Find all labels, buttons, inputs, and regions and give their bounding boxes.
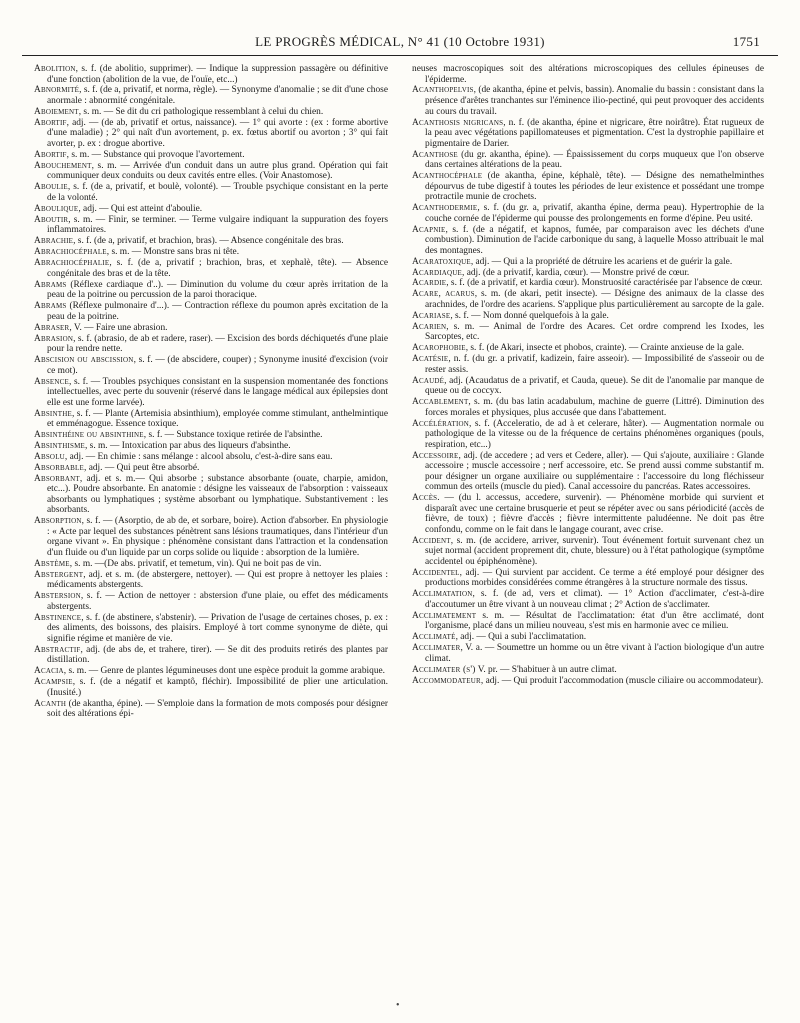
entry-definition: , s. f. — (de abscidere, couper) ; Synonyme inusité d'excision (voir ce mot). (47, 355, 388, 376)
entry-headword: Acardiaque (412, 267, 462, 278)
dictionary-entry (412, 322, 764, 343)
dictionary-entry (34, 666, 388, 677)
entry-headword: Acclimaté (412, 632, 456, 643)
entry-definition: , s. m. — Se dit du cri pathologique ressemblant à celui du chien. (78, 106, 324, 117)
dictionary-entry (412, 397, 764, 418)
entry-headword: Abrasion (34, 333, 74, 344)
entry-definition: , adj. et s. m. (de abstergere, nettoyer). — Qui est propre à nettoyer les plaies : médicaments abstergents. (47, 569, 388, 591)
entry-headword: Abrachiocéphalie (34, 258, 110, 269)
dictionary-entry (412, 203, 764, 224)
entry-headword: Acanthose (412, 149, 458, 160)
entry-definition: , s. f. (de a négatif et kamptô, fléchir). Impossibilité de plier une articulation. (Inusité.) (47, 677, 388, 698)
dictionary-entry (34, 215, 388, 236)
dictionary-entry (34, 452, 388, 463)
dictionary-entry (412, 257, 764, 268)
entry-definition: , adj. — En chimie : sans mélange : alcool absolu, c'est-à-dire sans eau. (64, 451, 333, 462)
dictionary-entry (412, 568, 764, 589)
entry-headword: Acanthopelvis (412, 85, 474, 96)
dictionary-entry (34, 613, 388, 645)
dictionary-entry (34, 559, 388, 570)
dictionary-entry (412, 171, 764, 203)
dictionary-entry (34, 258, 388, 279)
dictionary-entry (34, 107, 388, 118)
entry-definition: , s. f. (de a négatif, et kapnos, fumée, par comparaison avec les déchets d'une combustion). Diminution de l'acide carbonique du sang, à laquelle Mosso attribuait le mal des montagnes. (425, 224, 764, 256)
entry-definition: , adj. — Qui a la propriété de détruire les acariens et de guérir la gale. (470, 256, 733, 267)
entry-headword: Acaudé (412, 375, 445, 386)
dictionary-entry (412, 536, 764, 568)
entry-headword: Abstinence (34, 612, 82, 623)
entry-headword: Accès (412, 493, 438, 504)
dictionary-entry (34, 463, 388, 474)
entry-headword: Absinthisme (34, 440, 85, 451)
entry-definition: (du gr. akantha, épine). — Épaississement du corps muqueux que l'on observe dans certaines altérations de la peau. (425, 149, 764, 171)
entry-headword: Absorbable (34, 462, 85, 473)
entry-headword: Abrachiocéphale (34, 247, 107, 258)
entry-definition: , adj. (de a privatif, kardia, cœur). — Monstre privé de cœur. (462, 267, 690, 278)
dictionary-entry (412, 289, 764, 310)
entry-definition: , s. f. (de abolitio, supprimer). — Indique la suppression passagère ou définitive d'une fonction (abolition de la vue, de l'ouïe, etc...) (47, 64, 388, 85)
entry-definition: , s. m. (de akari, petit insecte). — Désigne des animaux de la classe des arachnides, de l'ordre des acariens. S'applique plus particulièrement au sarcopte de la gale. (425, 289, 764, 310)
entry-definition: , V. — Faire une abrasion. (69, 322, 168, 333)
entry-definition: , s. m. — Intoxication par abus des liqueurs d'absinthe. (84, 440, 291, 451)
entry-definition: (Réflexe pulmonaire d'...). — Contraction réflexe du poumon après excitation de la peau de la poitrine. (47, 301, 388, 322)
entry-headword: Acclimater (s') (412, 664, 476, 675)
entry-definition: , s. f. (de a, privatif, et brachion, bras). — Absence congénitale des bras. (73, 236, 344, 247)
entry-headword: Acanthosis nigricans (412, 117, 504, 128)
dictionary-entry (34, 377, 388, 409)
entry-definition: , s. f. (abrasio, de ab et radere, raser). — Excision des bords déchiquetés d'une plaie pour la rendre nette. (47, 333, 388, 355)
entry-definition: , adj. — Qui est atteint d'aboulie. (78, 203, 203, 214)
entry-headword: Acclimatation (412, 589, 473, 600)
entry-headword: Abolition (34, 64, 76, 74)
entry-headword: Acanthocéphale (412, 171, 483, 182)
entry-definition: , s. m. — Genre de plantes légumineuses dont une espèce produit la gomme arabique. (63, 666, 386, 677)
entry-headword: Acaratoxique (412, 256, 471, 267)
entry-definition: , s. m. (de accidere, arriver, survenir). Tout événement fortuit survenant chez un sujet normal (accident proprement dit, chute, blessure) ou à l'état pathologique (symptôme accidentel ou épiphénomène). (425, 535, 764, 567)
entry-definition: , n. f. (du gr. a privatif, kadizein, faire asseoir). — Impossibilité de s'asseoir ou de rester assis. (425, 354, 764, 375)
entry-definition: , s. f. — Plante (Artemisia absinthium), employée comme stimulant, anthelmintique et emménagogue. Essence toxique. (47, 408, 388, 430)
entry-headword: Abrams (34, 301, 67, 312)
entry-headword: Acclimater (412, 643, 461, 654)
entry-headword: Accidentel (412, 567, 460, 578)
dictionary-entry (412, 376, 764, 397)
entry-definition: , adj. (Acaudatus de a privatif, et Cauda, queue). Se dit de l'anomalie par manque de queue ou de coccyx. (425, 375, 764, 397)
entry-headword: Aboulique (34, 203, 79, 214)
entry-definition: , s. m. — Substance qui provoque l'avortement. (66, 149, 245, 160)
entry-definition: , s. f. — Nom donné quelquefois à la gale. (450, 310, 609, 321)
entry-headword: Absorbant (34, 473, 80, 484)
dictionary-entry (34, 474, 388, 516)
entry-headword: Acanth (34, 698, 67, 709)
dictionary-entry (412, 451, 764, 493)
header-rule (22, 55, 778, 56)
dictionary-entry (412, 118, 764, 150)
dictionary-entry (412, 150, 764, 171)
dictionary-entry (34, 204, 388, 215)
entry-definition: , adj. et s. m.— Qui absorbe ; substance absorbante (ouate, charpie, amidon, etc...). Poudre absorbante. En anatomie : désigne les vaisseaux de l'absorption : vaisseaux absorbants ou lymphatiques ; système absorbant ou lymphatique. Substantivement : les absorbants. (47, 473, 388, 516)
entry-definition: , adj. — (de ab, privatif et ortus, naissance). — 1° qui avorte : (ex : forme abortive d'une maladie) ; 2° qui naît d'un avortement, p. ex. fœtus abortif ou avorton ; 3° qui fait avorter, p. ex : drogue abortive. (47, 117, 388, 149)
entry-definition: s. m. — Résultat de l'acclimatation: état d'un être acclimaté, dont l'organisme, placé dans un milieu nouveau, s'est mis en harmonie avec ce milieu. (425, 610, 764, 632)
entry-headword: Acatésie (412, 354, 449, 365)
entry-definition: , s. f. (de a, privatif, et norma, règle). — Synonyme d'anomalie ; se dit d'une chose anormale : abnormité congénitale. (47, 85, 388, 107)
entry-headword: Accélération (412, 418, 470, 429)
entry-definition: V. pr. — S'habituer à un autre climat. (475, 664, 617, 675)
entry-headword: Accessoire (412, 450, 459, 461)
entry-headword: Acarophobie (412, 343, 466, 354)
entry-headword: Abstergent (34, 569, 84, 580)
dictionary-entry (412, 611, 764, 632)
entry-definition: , s. m. — Arrivée d'un conduit dans un autre plus grand. Opération qui fait communiquer deux conduits ou deux cavités entre elles. (Voir Anastomose). (47, 160, 388, 182)
entry-headword: Absinthéine ou absinthine (34, 430, 144, 441)
entry-headword: Abstractif (34, 644, 81, 655)
dictionary-entry (34, 280, 388, 301)
dictionary-entry (34, 85, 388, 106)
dictionary-entry (412, 354, 764, 375)
entry-headword: Abnormité (34, 85, 80, 96)
dictionary-entry (412, 268, 764, 279)
entry-definition: neuses macroscopiques soit des altérations microscopiques des cellules épineuses de l'épiderme. (412, 64, 764, 85)
entry-headword: Acanthodermie (412, 203, 478, 214)
dictionary-entry (34, 247, 388, 258)
right-column (412, 64, 764, 687)
entry-headword: Absinthe (34, 408, 72, 419)
page-header (22, 34, 778, 52)
entry-headword: Abstersion (34, 591, 81, 602)
entry-definition: , adj. (de accedere ; ad vers et Cedere, aller). — Qui s'ajoute, auxiliaire : Glande accessoire ; muscle accessoire ; nerf accessoire, etc. Se prend aussi comme substantif m. pour désigner un organe auxiliaire ou supplémentaire : l'accessoire du long fléchisseur commun des orteils (muscle du pied). Canal accessoire du pancréas. Rates accessoires. (425, 450, 764, 493)
entry-definition: , s. m. —(De abs. privatif, et temetum, vin). Qui ne boit pas de vin. (69, 558, 322, 569)
dictionary-entry (34, 161, 388, 182)
entry-definition: . — (du l. accessus, accedere, survenir). — Phénomène morbide qui survient et disparaît avec une certaine brusquerie et peut se répéter avec ou sans périodicité (accès de fièvre, de toux) ; fièvre d'accès ; fièvre intermittente paludéenne. Ne doit pas être confondu, comme on le fait dans le langage courant, avec crise. (425, 493, 764, 535)
entry-definition: , s. m. — Monstre sans bras ni tête. (106, 247, 240, 258)
entry-headword: Abrams (34, 279, 67, 290)
dictionary-entry (34, 677, 388, 698)
entry-definition: (de akantha, épine). — S'emploie dans la formation de mots composés pour désigner soit des altérations épi- (47, 698, 388, 720)
dictionary-entry (34, 323, 388, 334)
entry-definition: , s. f. (de Akari, insecte et phobos, crainte). — Crainte anxieuse de la gale. (465, 343, 744, 354)
entry-headword: Abortif (34, 117, 67, 128)
dictionary-entry (34, 150, 388, 161)
dictionary-entry (34, 301, 388, 322)
dictionary-entry (34, 591, 388, 612)
entry-definition: , s. f. (de a privatif, et kardia cœur). Monstruosité caractérisée par l'absence de cœur. (446, 278, 763, 289)
dictionary-entry (412, 676, 764, 687)
dictionary-entry (412, 343, 764, 354)
entry-headword: Acapnie (412, 224, 446, 235)
entry-headword: Acclimatement (412, 610, 477, 621)
entry-headword: Aboiement (34, 106, 79, 117)
entry-headword: Abrachie (34, 236, 74, 247)
entry-headword: Accablement (412, 397, 469, 408)
entry-headword: Abraser (34, 322, 70, 333)
dictionary-entry (34, 430, 388, 441)
entry-definition: , adj. — Qui peut être absorbé. (84, 462, 200, 473)
dictionary-entry (34, 118, 388, 150)
entry-definition: , adj. — Qui a subi l'acclimatation. (455, 632, 587, 643)
entry-headword: Abortif (34, 149, 67, 160)
entry-definition: , (de akantha, épine et pelvis, bassin). Anomalie du bassin : consistant dans la présence d'arêtes tranchantes sur l'éminence ilio-pectiné, qui peut provoquer des accidents au cours du travail. (425, 85, 764, 117)
footer-mark: • (396, 1000, 400, 1011)
dictionary-entry (34, 334, 388, 355)
dictionary-entry (412, 643, 764, 664)
entry-definition: , V. a. — Soumettre un homme ou un être vivant à l'action biologique d'un autre climat. (425, 643, 764, 664)
entry-definition: , s. m. — Finir, se terminer. — Terme vulgaire indiquant la suppuration des foyers inflammatoires. (47, 214, 388, 236)
entry-headword: Abstème (34, 558, 70, 569)
dictionary-entry (412, 665, 764, 676)
entry-definition: , adj. — Qui produit l'accommodation (muscle ciliaire ou accommodateur). (480, 675, 764, 686)
entry-definition: , s. f. — (Asorptio, de ab de, et sorbare, boire). Action d'absorber. En physiologie : « Acte par lequel des substances pénètrent sans lésions traumatiques, dans l'intérieur d'un organe vivant ». En physique : phénomène consistant dans l'attraction et la condensation d'un fluide ou d'un liquide par un corps solide ou liquide : absorption de la lumière. (47, 516, 388, 558)
entry-headword: Accommodateur (412, 675, 481, 686)
dictionary-entry (412, 225, 764, 257)
entry-definition: , s. m. — Animal de l'ordre des Acares. Cet ordre comprend les Ixodes, les Sarcoptes, etc. (425, 321, 764, 343)
entry-definition: , s. f. (Acceleratio, de ad à et celerare, hâter). — Augmentation normale ou pathologique de la vitesse ou de la fréquence de certains phénomènes organiques (pouls, respiration, etc...) (425, 418, 764, 450)
entry-headword: Absence (34, 376, 70, 387)
entry-headword: Aboulie (34, 182, 68, 193)
entry-headword: Abscision ou abscission (34, 355, 134, 366)
dictionary-entry (34, 570, 388, 591)
dictionary-entry (412, 632, 764, 643)
entry-headword: Absolu (34, 451, 65, 462)
entry-headword: Acacia (34, 666, 64, 677)
entry-headword: Acardie (412, 278, 447, 289)
entry-definition: , s. f. (du gr. a, privatif, akantha épine, derma peau). Hypertrophie de la couche cornée de l'épiderme qui pousse des prolongements en forme d'épine. Peu usité. (425, 203, 764, 224)
dictionary-entry (412, 64, 764, 85)
entry-definition: , s. f. (de a, privatif ; brachion, bras, et xephalè, tête). — Absence congénitale des bras et de la tête. (47, 258, 388, 279)
entry-definition: , s. f. (de a, privatif, et boulè, volonté). — Trouble psychique consistant en la perte de la volonté. (47, 182, 388, 203)
entry-definition: , s. m. (du bas latin acadabulum, machine de guerre (Littré). Diminution des forces morales et physiques, plus accusée que dans l'abattement. (425, 397, 764, 418)
entry-headword: Aboutir (34, 214, 69, 225)
entry-headword: Absorption (34, 516, 82, 527)
dictionary-entry (34, 441, 388, 452)
entry-definition: , n. f. (de akantha, épine et nigricare, être noirâtre). État rugueux de la peau avec végétations papillomateuses et pigmentation. C'est la dystrophie papillaire et pigmentaire de Darier. (425, 117, 764, 149)
entry-headword: Accident (412, 535, 451, 546)
dictionary-entry (34, 64, 388, 85)
dictionary-entry (412, 278, 764, 289)
entry-headword: Acariase (412, 310, 451, 321)
dictionary-entry (412, 311, 764, 322)
entry-definition: , s. f. — Substance toxique retirée de l'absinthe. (143, 430, 323, 441)
dictionary-entry (34, 355, 388, 376)
dictionary-entry (34, 516, 388, 558)
dictionary-entry (34, 182, 388, 203)
dictionary-entry (34, 645, 388, 666)
entry-headword: Acare, acarus (412, 289, 475, 300)
page-number: 1751 (732, 34, 760, 49)
dictionary-entry (34, 409, 388, 430)
left-column (34, 64, 388, 720)
dictionary-entry (412, 589, 764, 610)
dictionary-entry (412, 493, 764, 535)
dictionary-entry (412, 85, 764, 117)
journal-title: LE PROGRÈS MÉDICAL, N° 41 (10 Octobre 1931) (255, 34, 545, 49)
entry-definition: , s. f. — Action de nettoyer : abstersion d'une plaie, ou effet des médicaments abstergents. (47, 591, 388, 612)
entry-headword: Acampsie (34, 677, 73, 688)
dictionary-entry (34, 236, 388, 247)
entry-definition: , adj. (de abs de, et trahere, tirer). — Se dit des produits retirés des plantes par distillation. (47, 644, 388, 666)
dictionary-entry (34, 699, 388, 720)
entry-definition: , s. f. (de abstinere, s'abstenir). — Privation de l'usage de certaines choses, p. ex : des aliments, des boissons, des plaisirs. Employé à tort comme synonyme de diète, qui signifie régime et manière de vie. (47, 612, 388, 644)
entry-headword: Abouchement (34, 160, 92, 171)
entry-definition: , s. f. (de ad, vers et climat). — 1° Action d'acclimater, c'est-à-dire d'accoutumer un être vivant à un nouveau climat ; 2° Action de s'acclimater. (425, 589, 764, 610)
dictionary-entry (412, 419, 764, 451)
entry-definition: (de akantha, épine, képhalè, tête). — Désigne des nemathelminthes dépourvus de tube digestif à toutes les périodes de leur existence et possédant une trompe protractile munie de crochets. (425, 171, 764, 203)
entry-definition: , adj. — Qui survient par accident. Ce terme a été employé pour désigner des productions morbides considérées comme étrangères à la structure normale des tissus. (425, 567, 764, 589)
entry-headword: Acarien (412, 321, 447, 332)
entry-definition: (Réflexe cardiaque d'..). — Diminution du volume du cœur après irritation de la peau de la poitrine ou percussion de la paroi thoracique. (47, 279, 388, 301)
entry-definition: , s. f. — Troubles psychiques consistant en la suspension momentanée des fonctions intellectuelles, avec perte du souvenir (réservé dans le langage médical aux épilepsies dont elle est une forme larvée). (47, 376, 388, 408)
